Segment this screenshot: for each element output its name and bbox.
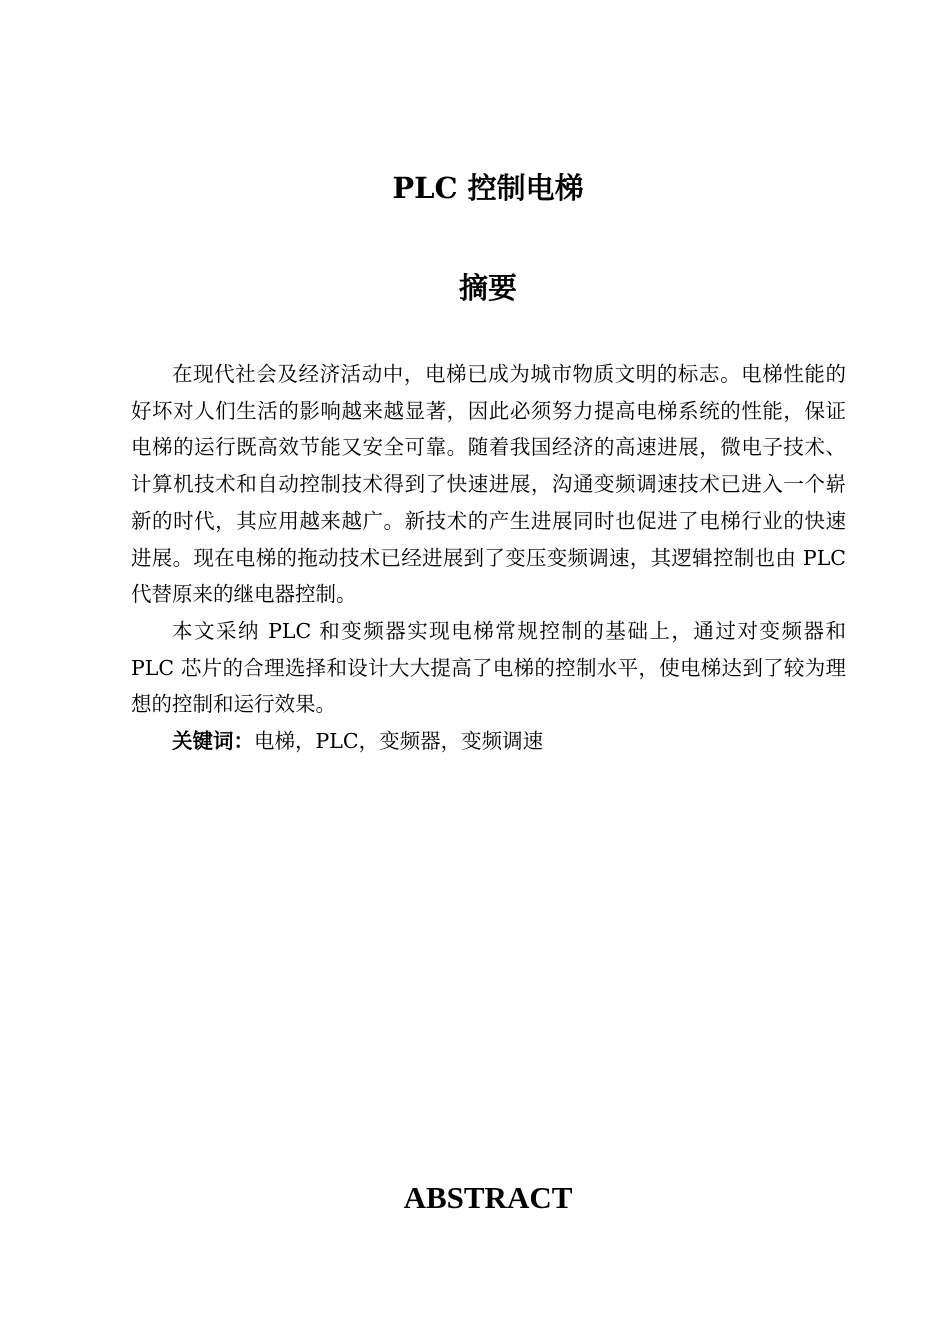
abstract-paragraph-2: 本文采纳 PLC 和变频器实现电梯常规控制的基础上，通过对变频器和 PLC 芯片的合理选择和设计大大提高了电梯的控制水平，使电梯达到了较为理想的控制和运行效果。 [131, 618, 846, 717]
abstract-heading: 摘要 [458, 271, 517, 305]
keywords-line [131, 723, 846, 760]
keywords-label: 关键词： [172, 729, 254, 754]
english-heading-container [0, 1176, 950, 1220]
english-abstract-heading: ABSTRACT [403, 1180, 573, 1215]
title-container [0, 166, 950, 210]
keywords-value: 电梯，PLC，变频器，变频调速 [254, 729, 544, 754]
abstract-paragraph-1: 在现代社会及经济活动中，电梯已成为城市物质文明的标志。电梯性能的好坏对人们生活的影响越来越显著，因此必须努力提高电梯系统的性能，保证电梯的运行既高效节能又安全可靠。随着我国经济的高速进展，微电子技术、计算机技术和自动控制技术得到了快速进展，沟通变频调速技术已进入一个崭新的时代，其应用越来越广。新技术的产生进展同时也促进了电梯行业的快速进展。现在电梯的拖动技术已经进展到了变压变频调速，其逻辑控制也由 PLC 代替原来的继电器控制。 [131, 362, 846, 607]
abstract-body [131, 356, 846, 760]
abstract-heading-container [0, 266, 950, 310]
document-title: PLC 控制电梯 [392, 171, 584, 205]
